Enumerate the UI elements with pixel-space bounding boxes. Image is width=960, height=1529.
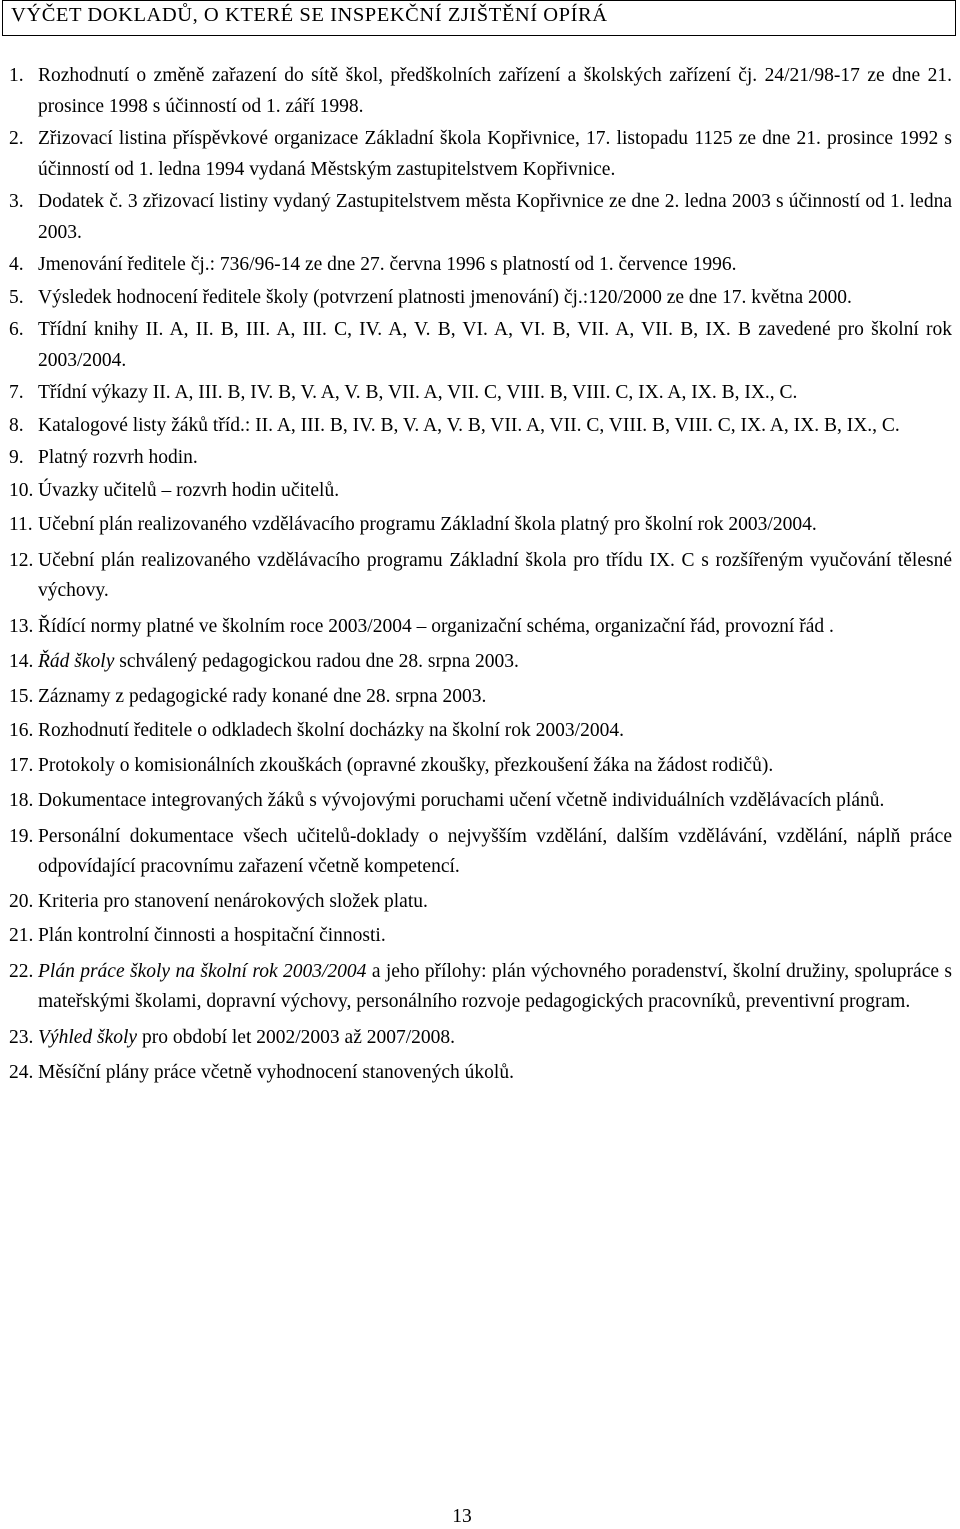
list-item (9, 716, 952, 747)
list-item-text: Rozhodnutí o změně zařazení do sítě škol, předškolních zařízení a školských zařízení čj. 24/21/98-17 ze dne 21. prosince 1998 s účinností od 1. září 1998. (38, 65, 952, 117)
list-item (9, 921, 952, 952)
list-item-number: 17. (9, 754, 34, 776)
list-item-number: 18. (9, 790, 34, 811)
list-item-text: Katalogové listy žáků tříd.: II. A, III. B, IV. B, V. A, V. B, VII. A, VII. C, VIII. B, VIII. C, IX. A, IX. B, IX., C. (38, 414, 900, 436)
list-item-text: Personální dokumentace všech učitelů-doklady o nejvyšším vzdělání, dalším vzdělávání, vzdělání, náplň práce odpovídající pracovnímu zařazení včetně kompetencí. (38, 825, 952, 877)
list-item (9, 187, 952, 248)
list-item (9, 510, 952, 541)
list-item-text: Zřizovací listina příspěvkové organizace Základní škola Kopřivnice, 17. listopadu 1125 ze dne 21. prosince 1992 s účinností od 1. ledna 1994 vydaná Městským zastupitelstvem Kopřivnice. (38, 128, 952, 180)
list-item-text: Protokoly o komisionálních zkouškách (opravné zkoušky, přezkoušení žáka na žádost rodičů). (38, 754, 774, 776)
page-number: 13 (452, 1506, 472, 1527)
section-heading-box (2, 0, 956, 36)
list-item (9, 283, 952, 314)
list-item (9, 378, 952, 409)
list-item (9, 61, 952, 122)
list-item-text: Platný rozvrh hodin. (38, 447, 198, 468)
list-item (9, 682, 952, 713)
list-item-text: pro období let 2002/2003 až 2007/2008. (137, 1026, 456, 1048)
list-item-number: 10. (9, 479, 34, 501)
list-item-text: Třídní výkazy II. A, III. B, IV. B, V. A, V. B, VII. A, VII. C, VIII. B, VIII. C, IX. A, IX. B, IX., C. (38, 382, 798, 403)
list-item-number: 6. (9, 319, 24, 340)
list-item (9, 124, 952, 185)
list-item-text: Kriteria pro stanovení nenárokových složek platu. (38, 890, 428, 912)
list-item-text: Měsíční plány práce včetně vyhodnocení stanovených úkolů. (38, 1062, 514, 1083)
list-item-text: Řídící normy platné ve školním roce 2003/2004 – organizační schéma, organizační řád, provozní řád . (38, 615, 834, 637)
list-item-number: 15. (9, 685, 34, 707)
list-item-number: 3. (9, 191, 24, 212)
list-item-number: 21. (9, 925, 34, 946)
list-item-number: 24. (9, 1062, 34, 1083)
list-item-italic-title: Plán práce školy na školní rok 2003/2004 (38, 960, 367, 982)
list-item (9, 612, 952, 643)
list-item-text: Dokumentace integrovaných žáků s vývojovými poruchami učení včetně individuálních vzdělávacích plánů. (38, 790, 885, 811)
list-item-text: a jeho přílohy: plán výchovného poradenství, školní družiny, spolupráce s mateřskými školami, dopravní výchovy, personálního rozvoje pedagogických pracovníků, preventivní program. (38, 960, 952, 1012)
document-list (9, 61, 952, 1089)
list-item (9, 887, 952, 918)
list-item-text: Záznamy z pedagogické rady konané dne 28. srpna 2003. (38, 685, 487, 707)
list-item-text: Učební plán realizovaného vzdělávacího programu Základní škola pro třídu IX. C s rozšířeným vyučování tělesné výchovy. (38, 549, 952, 601)
list-item-number: 19. (9, 825, 34, 847)
list-item-text: Výsledek hodnocení ředitele školy (potvrzení platnosti jmenování) čj.:120/2000 ze dne 17. května 2000. (38, 286, 852, 308)
list-item (9, 411, 952, 442)
list-item-text: Třídní knihy II. A, II. B, III. A, III. C, IV. A, V. B, VI. A, VI. B, VII. A, VII. B, IX. B zavedené pro školní rok 2003/2004. (38, 319, 952, 371)
list-item-number: 1. (9, 65, 24, 86)
list-item (9, 822, 952, 883)
list-item-number: 14. (9, 651, 34, 672)
list-item (9, 546, 952, 607)
list-item (9, 751, 952, 782)
list-item (9, 786, 952, 817)
list-item (9, 443, 952, 474)
list-item-number: 23. (9, 1026, 34, 1048)
list-item-number: 9. (9, 447, 24, 468)
list-item (9, 250, 952, 281)
list-item-number: 12. (9, 549, 34, 571)
list-item (9, 476, 952, 507)
list-item-number: 4. (9, 254, 24, 275)
list-item-number: 8. (9, 414, 24, 436)
list-item-text: Úvazky učitelů – rozvrh hodin učitelů. (38, 479, 340, 501)
list-item-number: 16. (9, 720, 34, 741)
list-item-text: Jmenování ředitele čj.: 736/96-14 ze dne 27. června 1996 s platností od 1. července 1996. (38, 254, 737, 275)
list-item-text: schválený pedagogickou radou dne 28. srpna 2003. (114, 651, 519, 672)
list-item-number: 2. (9, 128, 24, 149)
list-item (9, 957, 952, 1018)
list-item-text: Plán kontrolní činnosti a hospitační činnosti. (38, 925, 386, 946)
list-item (9, 315, 952, 376)
list-item-text: Dodatek č. 3 zřizovací listiny vydaný Zastupitelstvem města Kopřivnice ze dne 2. ledna 2003 s účinností od 1. ledna 2003. (38, 191, 952, 243)
list-item-number: 13. (9, 615, 34, 637)
list-item (9, 1023, 952, 1054)
list-item-number: 11. (9, 514, 33, 535)
list-item-italic-title: Výhled školy (38, 1026, 138, 1048)
list-item-number: 22. (9, 960, 34, 982)
list-item (9, 1058, 952, 1089)
list-item-italic-title: Řád školy (38, 651, 115, 672)
list-item-number: 7. (9, 382, 24, 403)
list-item-number: 5. (9, 286, 24, 308)
section-heading: VÝČET DOKLADŮ, O KTERÉ SE INSPEKČNÍ ZJIŠTĚNÍ OPÍRÁ (11, 4, 608, 26)
list-item (9, 647, 952, 678)
list-item-text: Rozhodnutí ředitele o odkladech školní docházky na školní rok 2003/2004. (38, 720, 624, 741)
list-item-number: 20. (9, 890, 34, 912)
list-item-text: Učební plán realizovaného vzdělávacího programu Základní škola platný pro školní rok 2003/2004. (38, 514, 817, 535)
